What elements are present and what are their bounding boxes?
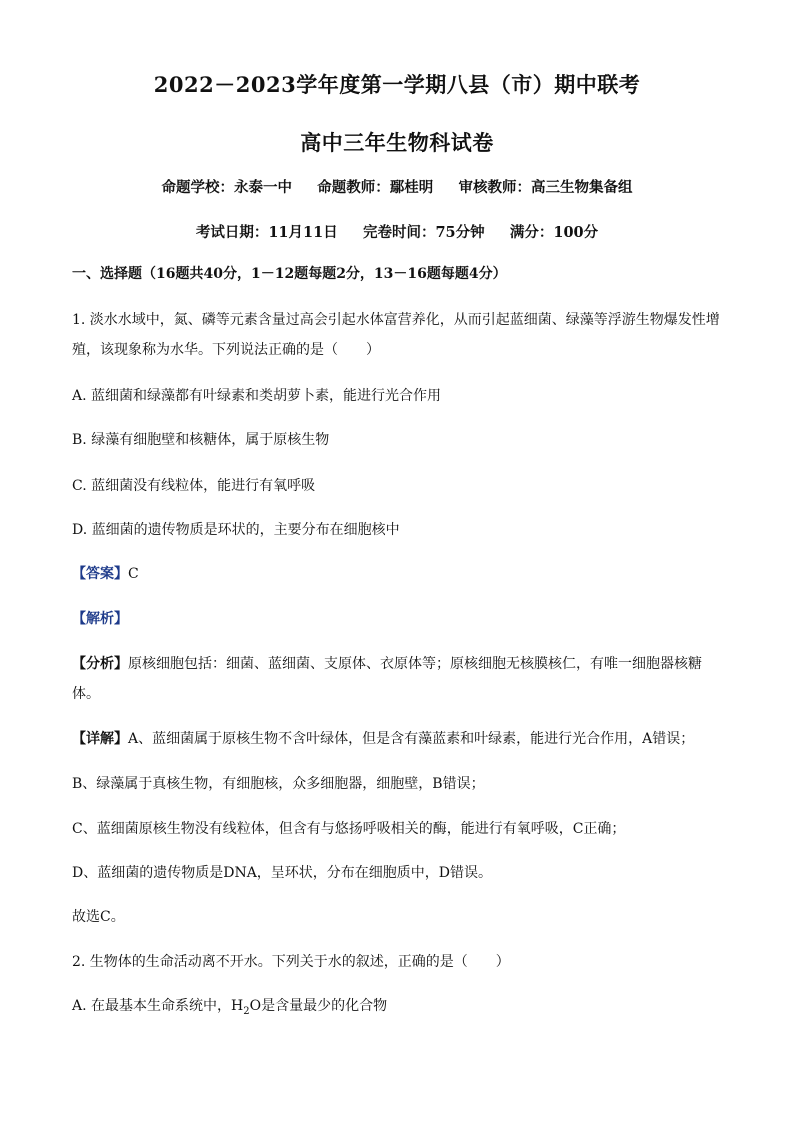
- exam-authors: 命题学校：永泰一中 命题教师：鄢桂明 审核教师：高三生物集备组: [161, 179, 633, 196]
- q1-option-d: D. 蓝细菌的遗传物质是环状的，主要分布在细胞核中: [72, 522, 400, 538]
- q1-option-b: B. 绿藻有细胞壁和核糖体，属于原核生物: [72, 432, 330, 448]
- detail-a-text: A、蓝细菌属于原核生物不含叶绿体，但是含有藻蓝素和叶绿素，能进行光合作用，A错误；: [128, 731, 695, 747]
- q1-option-c: C. 蓝细菌没有线粒体，能进行有氧呼吸: [72, 478, 316, 494]
- fenxi-tag: 【分析】: [72, 656, 128, 672]
- exam-info: 考试日期：11月11日 完卷时间：75分钟 满分：100分: [195, 224, 599, 241]
- q1-answer: [72, 563, 724, 585]
- detail-tag: 【详解】: [72, 731, 128, 747]
- q1-detail-a: [72, 728, 724, 750]
- answer-value: C: [128, 566, 139, 582]
- answer-tag: 【答案】: [72, 566, 128, 582]
- section-heading: 一、选择题（16题共40分，1－12题每题2分，13－16题每题4分）: [72, 266, 507, 282]
- analysis-tag: 【解析】: [72, 611, 128, 627]
- q2-option-a-post: O是含量最少的化合物: [249, 998, 388, 1014]
- q1-fenxi-line2: 体。: [72, 686, 100, 702]
- q2-option-a-sub: 2: [243, 1005, 250, 1017]
- q1-analysis: [72, 608, 724, 630]
- exam-subtitle: 高中三年生物科试卷: [300, 130, 494, 155]
- exam-title: 2022－2023学年度第一学期八县（市）期中联考: [153, 72, 641, 97]
- q1-fenxi-line1: [72, 653, 724, 675]
- q2-stem: 2. 生物体的生命活动离不开水。下列关于水的叙述，正确的是（ ）: [72, 954, 510, 970]
- fenxi-text: 原核细胞包括：细菌、蓝细菌、支原体、衣原体等；原核细胞无核膜核仁，有唯一细胞器核糖: [128, 656, 702, 672]
- q2-option-a: [72, 995, 724, 1023]
- q1-conclusion: 故选C。: [72, 909, 125, 925]
- q2-option-a-pre: A. 在最基本生命系统中，H: [72, 998, 244, 1014]
- q1-stem-line2: 殖，该现象称为水华。下列说法正确的是（ ）: [72, 342, 380, 358]
- q1-detail-d: D、蓝细菌的遗传物质是DNA，呈环状，分布在细胞质中，D错误。: [72, 865, 493, 881]
- q1-detail-c: C、蓝细菌原核生物没有线粒体，但含有与悠扬呼吸相关的酶，能进行有氧呼吸，C正确；: [72, 821, 626, 837]
- q1-option-a: A. 蓝细菌和绿藻都有叶绿素和类胡萝卜素，能进行光合作用: [72, 388, 442, 404]
- q1-stem-line1: 1. 淡水水域中，氮、磷等元素含量过高会引起水体富营养化，从而引起蓝细菌、绿藻等浮游生物爆发性增: [72, 312, 720, 328]
- q1-detail-b: B、绿藻属于真核生物，有细胞核，众多细胞器，细胞壁，B错误；: [72, 776, 485, 792]
